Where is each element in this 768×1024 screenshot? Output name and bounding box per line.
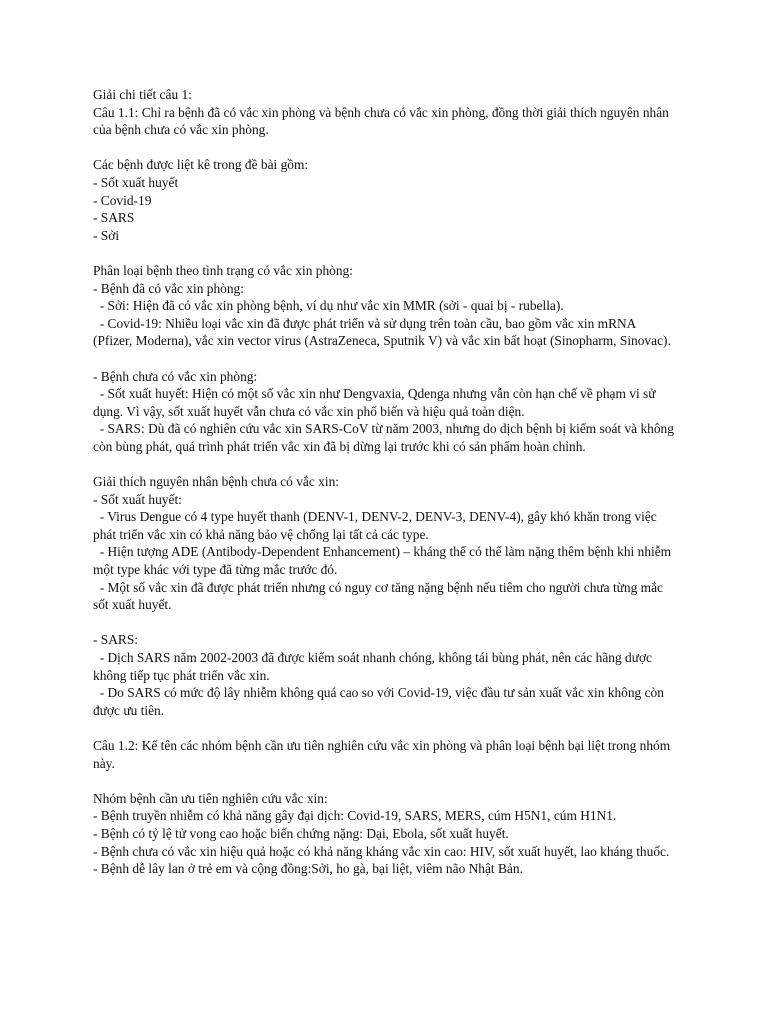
spacer bbox=[93, 614, 675, 632]
priority-item: - Bệnh có tỷ lệ tử vong cao hoặc biến chứng nặng: Dại, Ebola, sốt xuất huyết. bbox=[93, 825, 509, 841]
question-1-1: Câu 1.1: Chỉ ra bệnh đã có vắc xin phòng và bệnh chưa có vắc xin phòng, đồng thời giải thích nguyên nhân của bệnh chưa có vắc xin phòng. bbox=[93, 104, 673, 138]
classify-heading: Phân loại bệnh theo tình trạng có vắc xin phòng: bbox=[93, 262, 353, 278]
question-1-2: Câu 1.2: Kể tên các nhóm bệnh cần ưu tiên nghiên cứu vắc xin phòng và phân loại bệnh bại liệt trong nhóm này. bbox=[93, 737, 674, 771]
sars-heading: - SARS: bbox=[93, 632, 139, 648]
priority-item: - Bệnh chưa có vắc xin hiệu quả hoặc có khả năng kháng vắc xin cao: HIV, sốt xuất huyết, lao kháng thuốc. bbox=[93, 843, 670, 859]
spacer bbox=[93, 719, 675, 737]
document-page bbox=[93, 86, 678, 878]
dengue-heading: - Sốt xuất huyết: bbox=[93, 491, 182, 507]
listed-item: - SARS bbox=[93, 210, 135, 226]
dengue-item: - Một số vắc xin đã được phát triển nhưng có nguy cơ tăng nặng bệnh nếu tiêm cho người chưa từng mắc sốt xuất huyết. bbox=[93, 579, 667, 613]
has-vaccine-heading: - Bệnh đã có vắc xin phòng: bbox=[93, 280, 244, 296]
sars-item: - Do SARS có mức độ lây nhiễm không quá cao so với Covid-19, việc đầu tư sản xuất vắc xin không còn được ưu tiên. bbox=[93, 685, 668, 718]
dengue-item: - Hiện tượng ADE (Antibody-Dependent Enhancement) – kháng thể có thể làm nặng thêm bệnh khi nhiễm một type khác với type đã từng mắc trước đó. bbox=[93, 544, 675, 578]
priority-item: - Bệnh truyền nhiễm có khả năng gây đại dịch: Covid-19, SARS, MERS, cúm H5N1, cúm H1N1. bbox=[93, 808, 617, 824]
spacer bbox=[93, 455, 675, 473]
doc-title: Giải chi tiết câu 1: bbox=[93, 87, 192, 102]
no-vaccine-item: - SARS: Dù đã có nghiên cứu vắc xin SARS-CoV từ năm 2003, nhưng do dịch bệnh bị kiểm soát và không còn bùng phát, quá trình phát triển vắc xin đã bị dừng lại trước khi có sản phẩm hoàn chỉnh. bbox=[93, 421, 678, 454]
dengue-item: - Virus Dengue có 4 type huyết thanh (DENV-1, DENV-2, DENV-3, DENV-4), gây khó khăn trong việc phát triển vắc xin có khả năng bảo vệ chống lại tất cả các type. bbox=[93, 509, 661, 542]
spacer bbox=[93, 244, 675, 262]
spacer bbox=[93, 350, 675, 368]
listed-item: - Sởi bbox=[93, 227, 120, 243]
explain-heading: Giải thích nguyên nhân bệnh chưa có vắc xin: bbox=[93, 474, 339, 490]
priority-heading: Nhóm bệnh cần ưu tiên nghiên cứu vắc xin: bbox=[93, 790, 328, 806]
spacer bbox=[93, 139, 675, 157]
no-vaccine-heading: - Bệnh chưa có vắc xin phòng: bbox=[93, 368, 258, 384]
listed-item: - Sốt xuất huyết bbox=[93, 174, 179, 190]
spacer bbox=[93, 772, 675, 790]
no-vaccine-item: - Sốt xuất huyết: Hiện có một số vắc xin như Dengvaxia, Qdenga nhưng vẫn còn hạn chế về phạm vi sử dụng. Vì vậy, sốt xuất huyết vẫn chưa có vắc xin phổ biến và hiệu quả toàn diện. bbox=[93, 386, 659, 419]
has-vaccine-item: - Covid-19: Nhiều loại vắc xin đã được phát triển và sử dụng trên toàn cầu, bao gồm vắc xin mRNA (Pfizer, Moderna), vắc xin vector virus (AstraZeneca, Sputnik V) và vắc xin bất hoạt (Sinopharm, Sinovac). bbox=[93, 315, 671, 349]
listed-heading: Các bệnh được liệt kê trong đề bài gồm: bbox=[93, 157, 309, 173]
sars-item: - Dịch SARS năm 2002-2003 đã được kiểm soát nhanh chóng, không tái bùng phát, nên các hãng dược không tiếp tục phát triển vắc xin. bbox=[93, 650, 656, 683]
has-vaccine-item: - Sởi: Hiện đã có vắc xin phòng bệnh, ví dụ như vắc xin MMR (sởi - quai bị - rubella). bbox=[93, 298, 564, 314]
priority-item: - Bệnh dễ lây lan ở trẻ em và cộng đồng:Sởi, ho gà, bại liệt, viêm não Nhật Bản. bbox=[93, 861, 523, 877]
listed-item: - Covid-19 bbox=[93, 192, 152, 208]
